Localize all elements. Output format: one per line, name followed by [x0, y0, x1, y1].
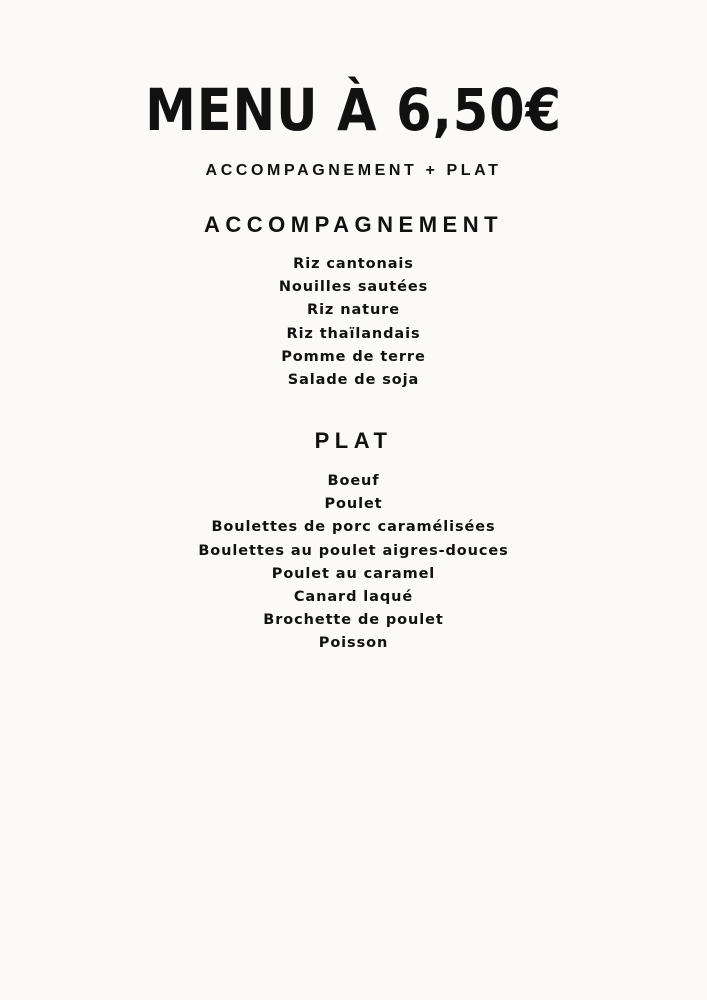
list-item: Pomme de terre — [281, 348, 426, 365]
list-item: Riz nature — [307, 302, 400, 319]
list-item: Nouilles sautées — [278, 279, 429, 296]
accompagnement-list — [0, 253, 707, 392]
list-item: Brochette de poulet — [263, 612, 444, 629]
menu-subtitle: ACCOMPAGNEMENT + PLAT — [205, 162, 502, 179]
list-item: Poisson — [318, 635, 389, 652]
list-item: Riz cantonais — [293, 256, 414, 272]
list-item: Poulet — [324, 496, 383, 513]
list-item: Boulettes au poulet aigres-douces — [198, 542, 509, 559]
list-item: Boeuf — [327, 473, 380, 489]
list-item: Riz thaïlandais — [286, 325, 421, 342]
plat-list — [0, 470, 707, 656]
section-heading-plat: PLAT — [314, 428, 393, 453]
list-item: Salade de soja — [287, 372, 420, 389]
section-heading-accompagnement: ACCOMPAGNEMENT — [203, 212, 504, 237]
menu-title: MENU À 6,50€ — [145, 76, 562, 144]
list-item: Boulettes de porc caramélisées — [211, 519, 496, 536]
list-item: Poulet au caramel — [271, 565, 436, 582]
list-item: Canard laqué — [293, 589, 414, 606]
